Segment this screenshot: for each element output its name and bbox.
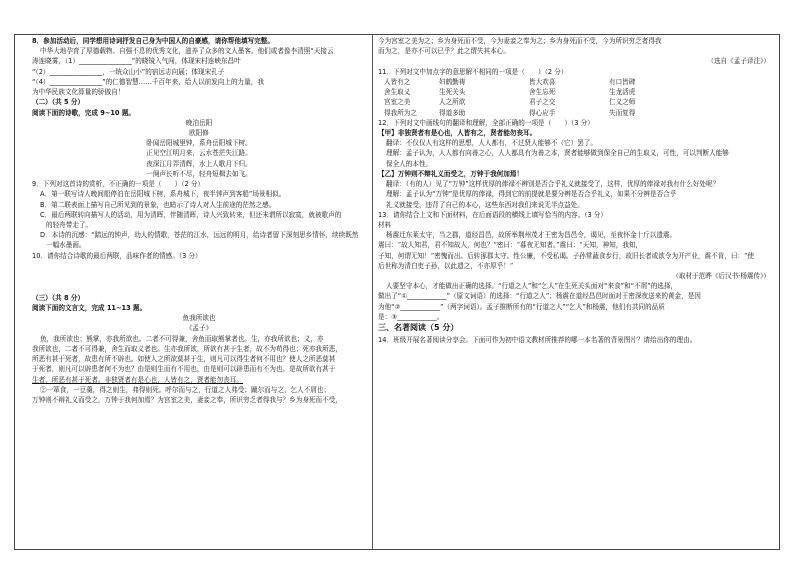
poem (32, 118, 366, 179)
material-line: 子知，何谓无知！”密愧而出。后转涿郡太守。性公廉，不受私谒。子孙常蔬食步行，故旧长者或欲令为开产业，震不肯，曰：“使 (378, 251, 754, 260)
q13-material-label: 材料 (378, 220, 392, 229)
option-cell: 宫室之美 (384, 98, 411, 107)
q12-yi-translation: 翻译：（有的人）见了“万钟”这样优厚的俸禄不辨别是否合乎礼义就接受了，这样，优厚的俸禄对我有什么好处呢？ (386, 180, 720, 189)
passage-line: 今为宫室之美为之；乡为身死而不受，今为妻妾之奉为之；乡为身死而不受，今为所识穷乏者得我 (378, 37, 662, 45)
q12-jia-analysis-cont: 保全人的本性。 (386, 159, 433, 168)
material-line: 后世称为清白吏子孙，以此遗之，不亦厚乎！” (378, 261, 514, 270)
answer-space (32, 261, 366, 275)
section-2-heading: （二）（共 5 分） (32, 98, 85, 107)
option-cell: 仁义之师 (609, 98, 636, 107)
q13-stem: 13．请你结合上文和下面材料，在后面语段的横线上填写恰当的内容。（3 分） (378, 210, 607, 219)
passage-line: 于死者，则凡可以辟患者何不为也？由是则生而有不用也，由是则可以辟患而有不为也。是故所欲有甚于 (32, 365, 336, 374)
option-cell: 得心应手 (529, 108, 556, 117)
passage-title: 鱼我所欲也 (182, 314, 216, 323)
option-cell: 生死关头 (439, 88, 466, 97)
q8-line: “（2）________________，一统众山小”的宿远志向展；体现宋孔子 (32, 67, 225, 76)
q9-option-d-cont: 一幅水墨画。 (46, 241, 86, 250)
q9-option-a: A．第一联写诗人晚间船停泊在岳阳城下树，系舟城下，夜半钟声到客船”场景相似。 (40, 190, 286, 199)
passage-line: ②一箪食，一豆羹，得之则生，弗得则死。呼尔而与之，行道之人弗受；蹴尔而与之，乞人不屑也； (40, 385, 331, 394)
q13-paragraph: 是：③____________。 (378, 312, 444, 321)
option-cell: 君子之交 (529, 98, 556, 107)
passage-line: 万钟则不辩礼义而受之，万钟于我何加焉？为宫室之美，妻妾之奉，所识穷乏者得我与？乡为身死而不受， (32, 396, 342, 404)
q9-option-c: C．最后两联转向描写人的活动，用为清晖，伴随清晖，诗人兴致转来，但还未谓所以寂寞，就被歌声的 (40, 210, 342, 219)
q11-option-row (378, 77, 770, 87)
q9-option-c-cont: 的轻舟带走了。 (46, 220, 93, 229)
option-cell: 生龙活虎 (609, 88, 636, 97)
option-cell: 舍生忘死 (529, 88, 556, 97)
q13-paragraph: 做出了“①____________”（原文词语）的选择：“行道之人”；杨震在道经昌邑时面对王密深夜送来的黄金，是因 (378, 292, 701, 301)
poem-title: 晚泊岳阳 (185, 118, 213, 127)
option-cell: 得我所为之 (384, 108, 417, 117)
left-column (32, 36, 366, 405)
material-line: 震曰：“故人知君，君不知故人，何也？”密曰：“暮夜无知者。”震曰：“天知，神知，我知， (378, 241, 643, 250)
q8-line: 为中华民族文化算量的骄傲自！ (32, 88, 125, 97)
option-cell: 舍生取义 (384, 88, 411, 97)
q12-yi-analysis-cont: 礼义就接受，违背了自己的本心，这些东西对我们来说无半点益处。 (386, 200, 584, 209)
q12-jia: 【甲】非独贤者有是心也，人皆有之，贤者能勿丧耳。 (378, 128, 537, 137)
poem-line: 一阕声长听不尽，轻舟短楫去如飞。 (146, 169, 252, 178)
q8-line: 中华大地孕育了厚德载物、自强不息的优秀文化，滋养了众多的文人墨客。他们或者像李清照“天接云 (40, 47, 334, 56)
q11-option-row (378, 108, 770, 118)
passage-line: 而为之，是亦不可以已乎？此之谓失其本心。 (378, 47, 510, 56)
section-2-instruction: 阅读下面的诗歌，完成 9~10 题。 (32, 108, 136, 117)
q9-option-d: D．本诗的沉感：“踏远的钟声，幼人的情歌，苍茫的江水，远远的明月，给诗者留下深刻思乡情怀，续续既然 (40, 231, 359, 240)
option-cell: 得道多助 (439, 108, 466, 117)
option-cell: 失而复得 (609, 108, 636, 117)
q12-yi-analysis: 理解：孟子认为“万钟”是优厚的俸禄，得到它的前提就是要分辨是否合乎礼义，如果不分辨是否合乎 (386, 190, 677, 199)
q11-stem: 11．下列对文中加点字的意思解不相同的一项是（ ）（2 分） (378, 67, 568, 76)
q12-yi: 【乙】万钟则不辩礼义而受之，万钟于我何加焉！ (378, 169, 524, 178)
section-3-heading: （三）（共 8 分） (32, 293, 85, 302)
q12-jia-analysis: 理解：孟子认为，人人都有向善之心，人人都具有为善之本，贤者能够做到保全自己的生取义，可性，可以判断人能够 (386, 149, 729, 158)
option-cell: 妇鹤勤祷 (439, 77, 466, 86)
option-cell: 人皆有之 (384, 77, 411, 86)
q11-option-row (378, 87, 770, 97)
column-divider (372, 34, 373, 550)
poem-line: 正见空江明月来，云水苍茫失江路。 (146, 149, 252, 158)
material-line: 杨震迁东莱太守，当之郡，道经昌邑，故所举荆州茂才王密为昌邑令，谒见，至夜怀金十斤以遗震。 (386, 231, 677, 240)
q12-stem: 12．下列对文中画线句的翻译和理解，全部正确的一项是（ ）（3 分） (378, 118, 594, 127)
q13-paragraph: 人要坚守本心，才能做出正确的选择。“行道之人”和“乞人”在生死关头面对“来食”和“不屑”的选择， (386, 282, 678, 291)
answer-space (32, 275, 366, 289)
q9-stem: 9．下列对这首诗的赏析，不正确的一项是（ ）（2 分） (32, 180, 205, 189)
poem-line: 夜深江月弄清辉，水上人歌月下归。 (146, 159, 252, 168)
q12-jia-translation: 翻译：不仅仅人有这样的思想，人人都有，不过贤人能够不（它）罢了。 (386, 139, 597, 148)
right-column (378, 36, 770, 345)
poem-line: 卧闻岳阳城里钟，系舟岳阳城下树。 (146, 139, 252, 148)
option-cell: 人之所欲 (439, 98, 466, 107)
poem-author: 欧阳修 (189, 128, 209, 137)
q9-option-b: B．第二联表面上描写自己所见到的景象，也暗示了诗人对人生前途的茫然之感。 (40, 200, 276, 209)
passage-line: 鱼，我所欲也；熊掌，亦我所欲也。二者不可得兼，舍鱼而取熊掌者也。生，亦我所欲也；义，亦 (40, 334, 324, 343)
q8-stem: 8．参加活动后，同学想用诗词抒发自己身为中国人的自豪感，请你帮他填写完整。 (32, 37, 274, 45)
passage-underlined-line: 生者，所恶有甚于死者。非独贤者有是心也，人皆有之，贤者能勿丧耳。 (32, 375, 243, 384)
q8-line: “（4）________________”的仁德智慧……千百年来，给人以前发向上的力量，我 (32, 77, 264, 86)
q13-paragraph: 为他“②____________”（两字词语）。孟子推断所有的“行道之人”“乞人”和杨震，他们有共同的品质 (378, 302, 665, 311)
q11-option-row (378, 97, 770, 107)
q8-line: 涛连晓雾，（1）________________”的晓镜入气闯，体现宋村连峡东昌叶 (32, 57, 241, 66)
option-cell: 皆大欢喜 (529, 77, 556, 86)
section-3-instruction: 阅读下面的文言文，完成 11~13 题。 (32, 304, 147, 313)
passage-line: 所恶有甚于死者，故患有所不辟也。如使人之所欲莫甚于生，则凡可以得生者何不用也？使人之所恶莫甚 (32, 355, 336, 364)
section-heading-classics: 三、名著阅读（5 分） (378, 323, 459, 333)
passage-line: 我所欲也，二者不可得兼，舍生而取义者也。生亦我所欲，所欲有甚于生者，故不为苟得也；死亦我所恶， (32, 344, 342, 353)
q14-stem: 14．班级开展名著阅读分享会。下面可作为初中语文教材所推荐的哪一本名著的背景图片？请给出你的理由。 (378, 335, 697, 344)
passage-source: （选自《孟子译注》） (707, 57, 770, 66)
material-source: （取材于范晔《后汉书·杨震传》） (672, 272, 770, 281)
q10-stem: 10．请你结合诗歌的最后两联，品味作者的情感。（3 分） (32, 251, 202, 260)
passage-author: 《孟子》 (185, 324, 213, 333)
option-cell: 有口皆碑 (609, 77, 636, 86)
